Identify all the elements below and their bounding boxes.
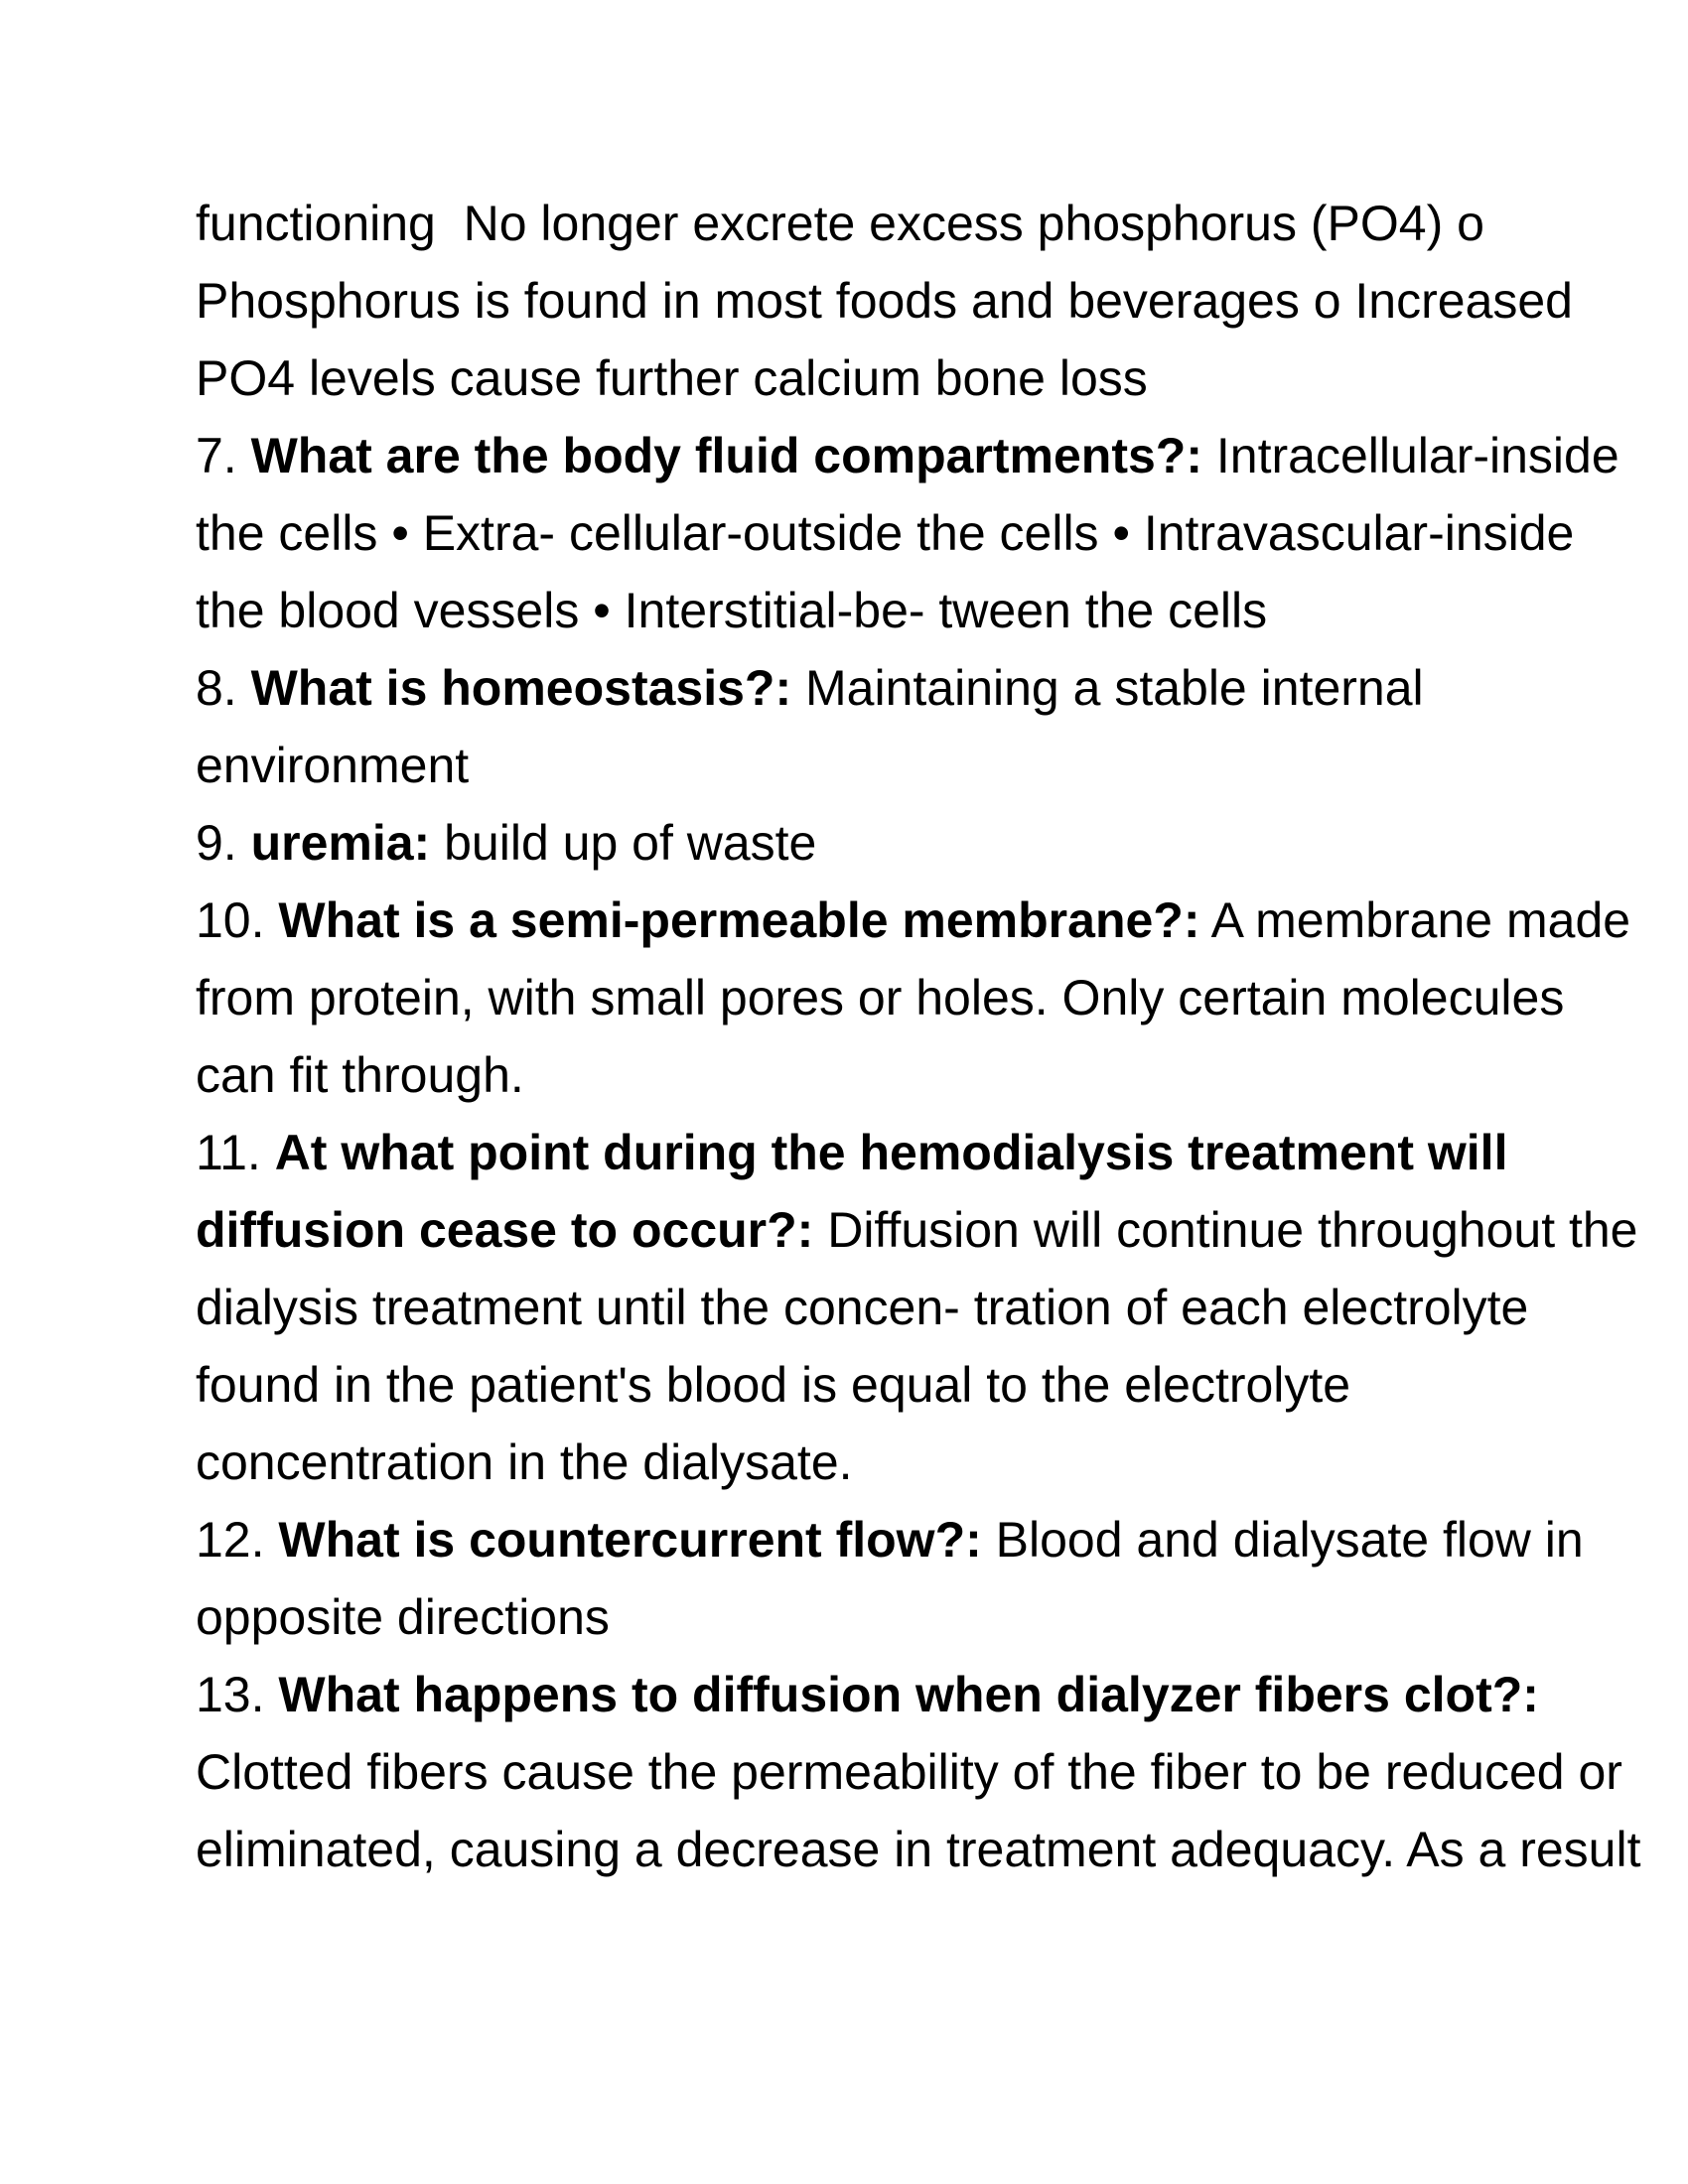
text-line [196, 649, 1586, 727]
body-text: Clotted fibers cause the permeability of the fiber to be reduced or [196, 1744, 1622, 1800]
text-line [196, 1346, 1586, 1424]
body-text: 9. [196, 815, 251, 871]
text-line [196, 1424, 1586, 1501]
body-text: the cells • Extra- cellular-outside the cells • Intravascular-inside [196, 505, 1575, 561]
question-text: What is homeostasis?: [250, 660, 792, 716]
text-line [196, 185, 1586, 262]
body-text: 7. [196, 428, 251, 483]
text-line [196, 494, 1586, 572]
question-text: What happens to diffusion when dialyzer fibers clot?: [278, 1667, 1539, 1722]
body-text: opposite directions [196, 1589, 610, 1645]
document-text [196, 185, 1641, 1888]
text-line [196, 1811, 1641, 1888]
body-text: build up of waste [430, 815, 817, 871]
body-text: concentration in the dialysate. [196, 1434, 853, 1490]
body-text: dialysis treatment until the concen- tration of each electrolyte [196, 1280, 1529, 1335]
body-text: eliminated, causing a decrease in treatment adequacy. As a result [196, 1822, 1641, 1877]
text-line [196, 572, 1586, 649]
question-text: diffusion cease to occur?: [196, 1202, 814, 1258]
text-line [196, 1578, 1586, 1656]
body-text: A membrane made [1199, 892, 1631, 948]
question-text: uremia: [250, 815, 431, 871]
body-text: can fit through. [196, 1047, 524, 1103]
body-text: 13. [196, 1667, 279, 1722]
text-line [196, 727, 1586, 804]
body-text: 10. [196, 892, 279, 948]
text-line [196, 1733, 1622, 1811]
text-line [196, 959, 1586, 1036]
question-text: What are the body fluid compartments?: [250, 428, 1202, 483]
body-text: Blood and dialysate flow in [981, 1512, 1584, 1568]
question-text: At what point during the hemodialysis treatment will [274, 1125, 1508, 1180]
text-line [196, 417, 1619, 494]
text-line [196, 882, 1631, 959]
body-text: PO4 levels cause further calcium bone loss [196, 350, 1148, 406]
body-text: Maintaining a stable internal [791, 660, 1424, 716]
body-text: Intracellular-inside [1202, 428, 1619, 483]
body-text: 11. [196, 1125, 275, 1180]
text-line [196, 1036, 1586, 1114]
question-text: What is a semi-permeable membrane?: [278, 892, 1200, 948]
text-line [196, 1269, 1586, 1346]
text-line [196, 804, 1586, 882]
text-line [196, 1501, 1586, 1578]
body-text: Phosphorus is found in most foods and beverages o Increased [196, 273, 1573, 329]
text-line [196, 1656, 1586, 1733]
body-text: Diffusion will continue throughout the [813, 1202, 1638, 1258]
body-text: the blood vessels • Interstitial-be- tween the cells [196, 583, 1268, 638]
text-line [196, 1191, 1638, 1269]
text-line [196, 262, 1586, 340]
text-line [196, 340, 1586, 417]
question-text: What is countercurrent flow?: [278, 1512, 982, 1568]
body-text: found in the patient's blood is equal to the electrolyte [196, 1357, 1351, 1413]
body-text: from protein, with small pores or holes. Only certain molecules [196, 970, 1565, 1025]
text-line [196, 1114, 1586, 1191]
body-text: environment [196, 738, 470, 793]
body-text: 8. [196, 660, 251, 716]
body-text: functioning No longer excrete excess phosphorus (PO4) o [196, 196, 1484, 251]
body-text: 12. [196, 1512, 279, 1568]
